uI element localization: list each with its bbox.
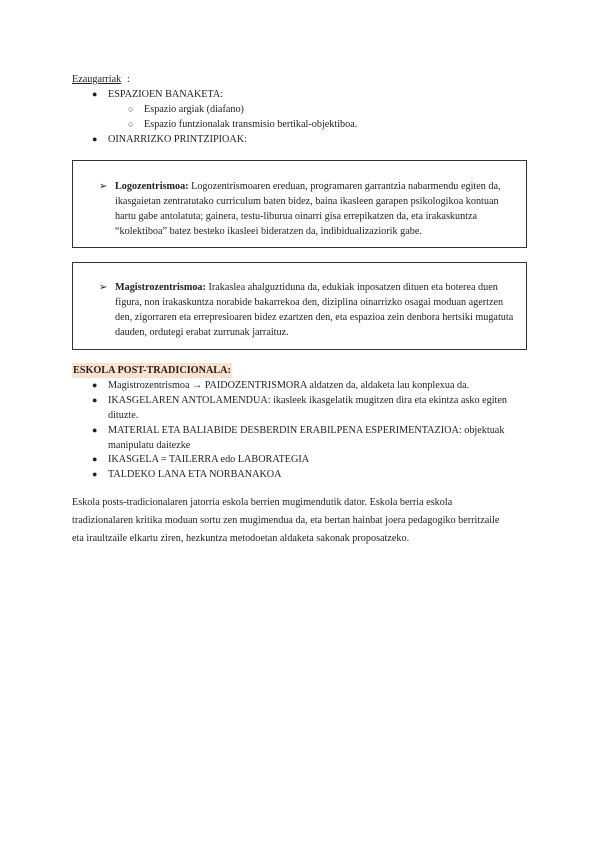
list-item-text: Magistrozentrismoa → PAIDOZENTRISMORA aldatzen da, aldaketa lau konplexua da.	[108, 380, 470, 391]
principle-box-logozentrismoa	[72, 160, 527, 248]
principle-box-magistrozentrismoa	[72, 262, 527, 350]
principle-term: Logozentrismoa:	[115, 181, 189, 192]
features-heading: Ezaugarriak	[72, 74, 122, 85]
list-item-text: IKASGELA = TAILERRA edo LABORATEGIA	[108, 454, 310, 465]
section-title: ESKOLA POST-TRADICIONALA:	[73, 365, 231, 376]
subbullet-icon: ○	[128, 119, 134, 129]
principle-term: Magistrozentrismoa:	[115, 282, 206, 293]
principle-paragraph	[115, 280, 514, 340]
list-item-text: MATERIAL ETA BALIABIDE DESBERDIN ERABILPENA ESPERIMENTAZIOA: objektuak manipulatu daitezke	[108, 425, 505, 451]
list-item-text: TALDEKO LANA ETA NORBANAKOA	[108, 469, 282, 480]
bullet-icon: ●	[92, 469, 98, 479]
principle-text: Irakaslea ahalguztiduna da, edukiak inposatzen dituen eta boterea duen figura, non irakaskuntza norabide bakarrekoa den, diziplina oinarrizko osagai moduan agertzen den, zigorraren eta errepresioaren bidez ezartzen den, eta espazioa zein denbora hertsiki mugatuta dauden, ordutegi erabat zurrunak jarraituz.	[115, 282, 514, 338]
bullet-icon: ●	[92, 395, 98, 405]
bullet-icon: ●	[92, 425, 98, 435]
bullet-icon: ●	[92, 454, 98, 464]
sub-item-text: Espazio funtzionalak transmisio bertikal-objektiboa.	[144, 119, 358, 130]
bullet-icon: ●	[92, 134, 98, 144]
arrow-bullet-icon: ➢	[99, 181, 108, 192]
feature-label: OINARRIZKO PRINTZIPIOAK:	[108, 134, 247, 145]
features-heading-colon: :	[127, 74, 130, 85]
subbullet-icon: ○	[128, 104, 134, 114]
list-item-text: IKASGELAREN ANTOLAMENDUA: ikasleek ikasgelatik mugitzen dira eta ekintza asko egiten dituzte.	[108, 395, 508, 421]
closing-paragraph: Eskola posts-tradicionalaren jatorria eskola berrien mugimendutik dator. Eskola berria eskola tradizionalaren kritika moduan sortu zen mugimendua da, eta bertan hainbat joera pedagogiko berritzaile eta iraultzaile elkartu ziren, hezkuntza metodoetan aldaketa sakonak proposatzeko.	[72, 497, 500, 544]
arrow-bullet-icon: ➢	[99, 282, 108, 293]
bullet-icon: ●	[92, 89, 98, 99]
feature-label: ESPAZIOEN BANAKETA:	[108, 89, 224, 100]
principle-paragraph	[115, 179, 514, 239]
sub-item-text: Espazio argiak (diafano)	[144, 104, 244, 115]
bullet-icon: ●	[92, 380, 98, 390]
principle-text: Logozentrismoaren ereduan, programaren garrantzia nabarmendu egiten da, ikasgaietan zentratutako curriculum baten bidez, baina ikasleen garapen psikologikoa kontuan hartu gabe antolatuta; gainera, testu-liburua oinarri gisa errepikatzen da, eta irakaskuntza “kolektiboa” batez besteko ikasleei bideratzen da, indibidualizaziorik gabe.	[115, 181, 501, 237]
